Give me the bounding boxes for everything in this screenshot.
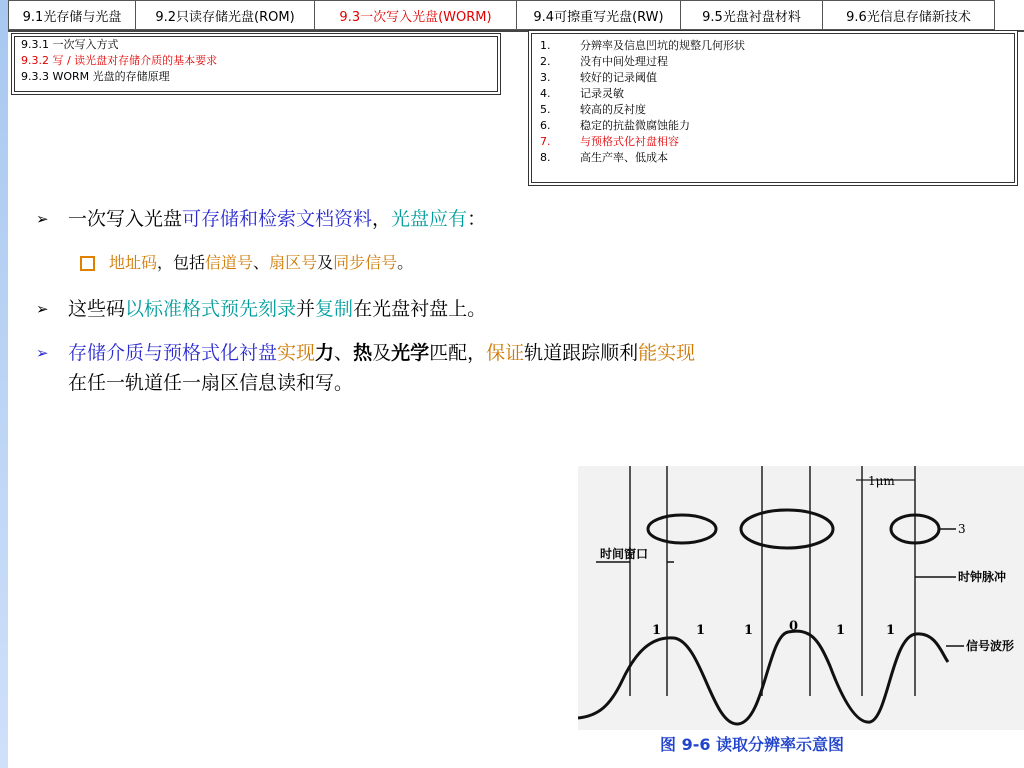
bullet-text: 。 xyxy=(397,253,414,272)
figure-caption: 图 9-6 读取分辨率示意图 xyxy=(660,735,845,754)
tab-9-5[interactable]: 9.5光盘衬盘材料 xyxy=(680,0,822,30)
bullet-bold: 力 xyxy=(315,342,335,364)
bullet-2 xyxy=(36,294,936,324)
bullet-bold: 光学 xyxy=(391,342,430,364)
square-bullet-icon xyxy=(80,256,95,271)
bullet-text: 一次写入光盘 xyxy=(68,208,183,230)
pit-ellipse xyxy=(648,515,716,543)
bullet-highlight: 存储介质与预格式化衬盘 xyxy=(68,342,278,364)
sub-bullet-1 xyxy=(80,248,936,278)
bullet-text: ： xyxy=(467,208,487,230)
bullet-highlight: 可存储和检索文档资料 xyxy=(182,208,373,230)
bullet-highlight: 以标准格式预先刻录 xyxy=(125,298,297,320)
signal-label: 信号波形 xyxy=(966,639,1015,653)
read-resolution-figure xyxy=(578,466,1024,730)
pit-ellipse xyxy=(741,510,833,548)
clock-label: 时钟脉冲 xyxy=(958,570,1007,584)
bullet-text: 、 xyxy=(334,342,354,364)
tab-9-1[interactable]: 9.1光存储与光盘 xyxy=(8,0,135,30)
tab-9-3[interactable]: 9.3一次写入光盘(WORM) xyxy=(314,0,516,30)
bit-label: 1 xyxy=(652,623,662,638)
bullet-highlight: 光盘应有 xyxy=(391,208,468,230)
list-item: 5. 较高的反衬度 xyxy=(540,103,646,116)
bit-label: 1 xyxy=(836,623,846,638)
requirements-list xyxy=(531,33,1015,183)
tab-9-2[interactable]: 9.2只读存储光盘(ROM) xyxy=(135,0,314,30)
list-item-highlighted: 7. 与预格式化衬盘相容 xyxy=(540,135,679,148)
bullet-highlight: 地址码 xyxy=(109,253,158,272)
bullet-text: 及 xyxy=(317,253,334,272)
sublist-item-9-3-1[interactable]: 9.3.1 一次写入方式 xyxy=(21,38,119,51)
bullet-highlight: 扇区号 xyxy=(269,253,318,272)
clock-lines xyxy=(630,466,915,696)
bullet-highlight: 保证 xyxy=(486,342,525,364)
arrow-bullet-icon: ➢ xyxy=(36,300,49,318)
main-bullets xyxy=(36,204,936,412)
scale-label: 1μm xyxy=(868,474,895,488)
bullet-text: 及 xyxy=(372,342,392,364)
signal-waveform xyxy=(578,631,948,724)
window-label: 时间窗口 xyxy=(600,547,649,561)
bullet-text: 这些码 xyxy=(68,298,126,320)
list-item: 8. 高生产率、低成本 xyxy=(540,151,668,164)
bullet-text: 在光盘衬盘上。 xyxy=(353,298,487,320)
section-sublist xyxy=(14,36,498,92)
arrow-bullet-icon: ➢ xyxy=(36,210,49,228)
bullet-text: 匹配， xyxy=(429,342,487,364)
bullet-highlight: 能实现 xyxy=(638,342,696,364)
bullet-text: ， xyxy=(372,208,392,230)
arrow-bullet-icon: ➢ xyxy=(36,344,49,362)
bullet-bold: 热 xyxy=(353,342,373,364)
bullet-text: 轨道跟踪顺利 xyxy=(524,342,639,364)
bullet-highlight: 同步信号 xyxy=(333,253,398,272)
bullet-1 xyxy=(36,204,936,234)
list-item: 2. 没有中间处理过程 xyxy=(540,55,668,68)
figure-diagram xyxy=(578,466,1024,730)
bullet-highlight: 复制 xyxy=(315,298,354,320)
bullet-text: 并 xyxy=(296,298,316,320)
left-decor-strip xyxy=(0,0,8,768)
bit-labels xyxy=(652,619,895,638)
bullet-text: 、 xyxy=(253,253,270,272)
list-item: 1. 分辨率及信息凹坑的规整几何形状 xyxy=(540,39,745,52)
sublist-item-9-3-2[interactable]: 9.3.2 写 / 读光盘对存储介质的基本要求 xyxy=(21,54,218,67)
bullet-highlight: 信道号 xyxy=(205,253,254,272)
bullet-text: 在任一轨道任一扇区信息读和写。 xyxy=(68,372,354,394)
bullet-text: ，包括 xyxy=(157,253,206,272)
chapter-nav xyxy=(8,0,1024,32)
sublist-item-9-3-3[interactable]: 9.3.3 WORM 光盘的存储原理 xyxy=(21,70,170,83)
bullet-highlight: 实现 xyxy=(277,342,316,364)
tab-9-6[interactable]: 9.6光信息存储新技术 xyxy=(822,0,995,30)
pit-label: 3 xyxy=(958,522,966,536)
list-item: 4. 记录灵敏 xyxy=(540,87,624,100)
bit-label: 1 xyxy=(696,623,706,638)
list-item: 6. 稳定的抗盐微腐蚀能力 xyxy=(540,119,690,132)
bit-label: 0 xyxy=(789,619,799,634)
bullet-3 xyxy=(36,338,936,398)
bit-label: 1 xyxy=(886,623,896,638)
tab-9-4[interactable]: 9.4可擦重写光盘(RW) xyxy=(516,0,680,30)
list-item: 3. 较好的记录阈值 xyxy=(540,71,657,84)
bit-label: 1 xyxy=(744,623,754,638)
